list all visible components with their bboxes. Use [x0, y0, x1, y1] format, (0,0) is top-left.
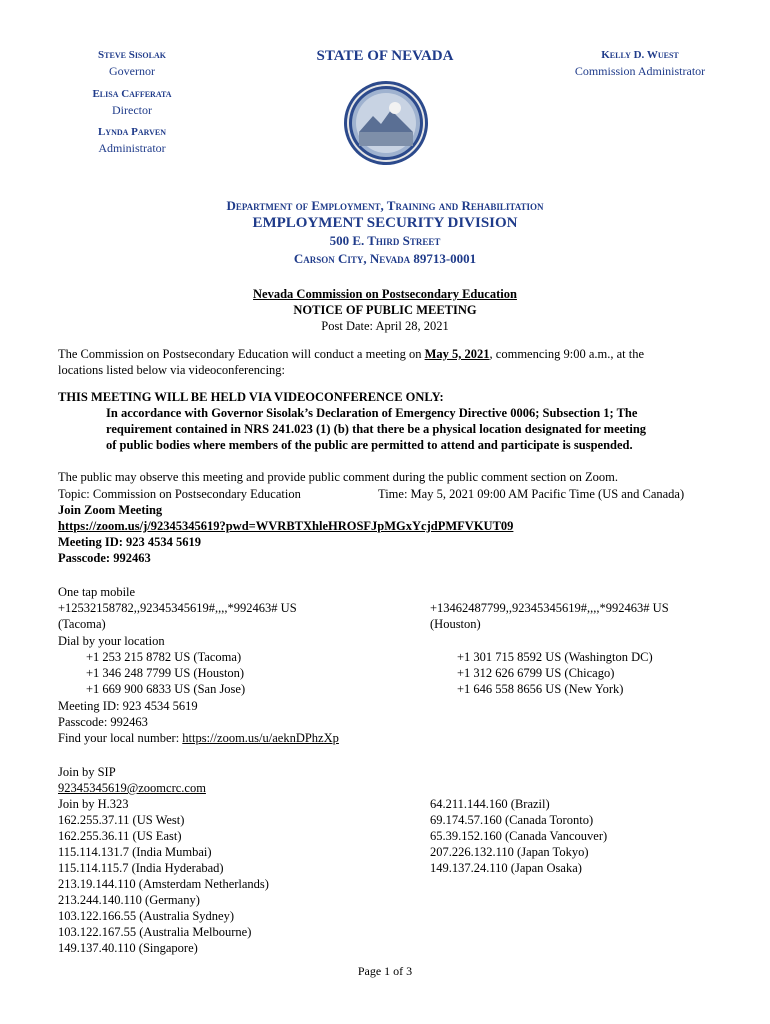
agency-block	[60, 198, 710, 268]
dial-number[interactable]: +1 346 248 7799 US (Houston)	[86, 666, 245, 680]
tap-number-1[interactable]: +12532158782,,92345345619#,,,,*992463# US	[58, 601, 297, 615]
state-title: STATE OF NEVADA	[316, 48, 454, 64]
ip-entry: 213.244.140.110 (Germany)	[58, 893, 200, 907]
commission-title: Nevada Commission on Postsecondary Education	[253, 287, 517, 301]
notice-heading: NOTICE OF PUBLIC MEETING	[293, 303, 477, 317]
find-local-row	[58, 730, 339, 746]
ip-entry: 149.137.40.110 (Singapore)	[58, 941, 198, 955]
video-heading: THIS MEETING WILL BE HELD VIA VIDEOCONFERENCE ONLY:	[58, 390, 444, 404]
post-date: Post Date: April 28, 2021	[321, 319, 449, 333]
meeting-id-bold: Meeting ID: 923 4534 5619	[58, 535, 202, 549]
public-observe: The public may observe this meeting and provide public comment during the public comment section on Zoom.	[58, 470, 618, 484]
ip-entry: 65.39.152.160 (Canada Vancouver)	[430, 829, 608, 843]
sip-address-link[interactable]: 92345345619@zoomcrc.com	[58, 781, 206, 795]
governor-title: Governor	[109, 64, 155, 78]
street-address: 500 E. Third Street	[329, 233, 441, 248]
notice-heading-block	[60, 286, 710, 334]
tap-number-2-location: (Houston)	[430, 617, 481, 631]
ip-entry: 103.122.166.55 (Australia Sydney)	[58, 909, 235, 923]
sip-row	[58, 780, 206, 796]
division-name: EMPLOYMENT SECURITY DIVISION	[252, 215, 518, 231]
find-local-link[interactable]: https://zoom.us/u/aeknDPhzXp	[182, 731, 339, 745]
dial-numbers-left	[86, 649, 245, 697]
ip-entry: 162.255.36.11 (US East)	[58, 829, 182, 843]
topic: Topic: Commission on Postsecondary Education	[58, 487, 301, 501]
commission-admin-block	[555, 47, 725, 79]
intro-text-c: locations listed below via videoconferencing:	[58, 363, 286, 377]
ip-entry: 162.255.37.11 (US West)	[58, 813, 185, 827]
ip-entry: 213.19.144.110 (Amsterdam Netherlands)	[58, 877, 269, 891]
ip-entry: 64.211.144.160 (Brazil)	[430, 797, 550, 811]
administrator-block	[72, 124, 192, 156]
directive-line-2: requirement contained in NRS 241.023 (1) (b) that there be a physical location designated for meeting	[106, 422, 647, 436]
meeting-time: Time: May 5, 2021 09:00 AM Pacific Time (US and Canada)	[378, 487, 685, 501]
directive-line-1: In accordance with Governor Sisolak’s Declaration of Emergency Directive 0006; Subsection 1; The	[106, 406, 638, 420]
administrator-title: Administrator	[98, 141, 166, 155]
ip-entry: 69.174.57.160 (Canada Toronto)	[430, 813, 594, 827]
dial-number[interactable]: +1 312 626 6799 US (Chicago)	[457, 666, 615, 680]
dial-number[interactable]: +1 301 715 8592 US (Washington DC)	[457, 650, 653, 664]
one-tap-label: One tap mobile	[58, 585, 136, 599]
directive-text	[106, 405, 726, 453]
commission-admin-title: Commission Administrator	[574, 64, 706, 78]
zoom-link-row	[58, 518, 513, 534]
join-h323-label: Join by H.323	[58, 797, 129, 811]
tap-number-1-location: (Tacoma)	[58, 617, 106, 631]
director-title: Director	[112, 103, 152, 117]
ip-entry: 149.137.24.110 (Japan Osaka)	[430, 861, 582, 875]
ip-entry: 115.114.131.7 (India Mumbai)	[58, 845, 212, 859]
governor-name: Steve Sisolak	[98, 49, 166, 61]
dial-numbers-right	[457, 649, 653, 697]
intro-paragraph	[58, 346, 728, 378]
meeting-id: Meeting ID: 923 4534 5619	[58, 699, 198, 713]
governor-block	[72, 47, 192, 79]
page-number: Page 1 of 3	[357, 964, 413, 978]
nevada-seal-icon	[343, 80, 429, 170]
join-zoom-heading: Join Zoom Meeting	[58, 503, 163, 517]
intro-text-a: The Commission on Postsecondary Education will conduct a meeting on	[58, 347, 425, 361]
h323-ips-right	[430, 796, 607, 876]
dial-number[interactable]: +1 646 558 8656 US (New York)	[457, 682, 624, 696]
commission-admin-name: Kelly D. Wuest	[601, 49, 679, 61]
tap-number-2[interactable]: +13462487799,,92345345619#,,,,*992463# US	[430, 601, 669, 615]
meeting-date: May 5, 2021	[424, 347, 490, 361]
passcode: Passcode: 992463	[58, 715, 148, 729]
dial-number[interactable]: +1 669 900 6833 US (San Jose)	[86, 682, 246, 696]
dial-label: Dial by your location	[58, 634, 165, 648]
directive-line-3: of public bodies where members of the public are permitted to attend and participate is suspended.	[106, 438, 633, 452]
h323-ips-left	[58, 812, 269, 956]
ip-entry: 115.114.115.7 (India Hyderabad)	[58, 861, 224, 875]
passcode-bold: Passcode: 992463	[58, 551, 151, 565]
ip-entry: 103.122.167.55 (Australia Melbourne)	[58, 925, 252, 939]
director-block	[72, 86, 192, 118]
zoom-meeting-link[interactable]: https://zoom.us/j/92345345619?pwd=WVRBTXhleHROSFJpMGxYcjdPMFVKUT09	[58, 519, 514, 533]
director-name: Elisa Cafferata	[92, 88, 172, 100]
intro-text-b: , commencing 9:00 a.m., at the	[489, 347, 645, 361]
administrator-name: Lynda Parven	[97, 126, 167, 138]
department-name: Department of Employment, Training and Rehabilitation	[226, 198, 544, 213]
find-local-label: Find your local number:	[58, 731, 183, 745]
city-address: Carson City, Nevada 89713-0001	[293, 251, 477, 266]
dial-number[interactable]: +1 253 215 8782 US (Tacoma)	[86, 650, 242, 664]
join-sip-label: Join by SIP	[58, 765, 116, 779]
ip-entry: 207.226.132.110 (Japan Tokyo)	[430, 845, 589, 859]
